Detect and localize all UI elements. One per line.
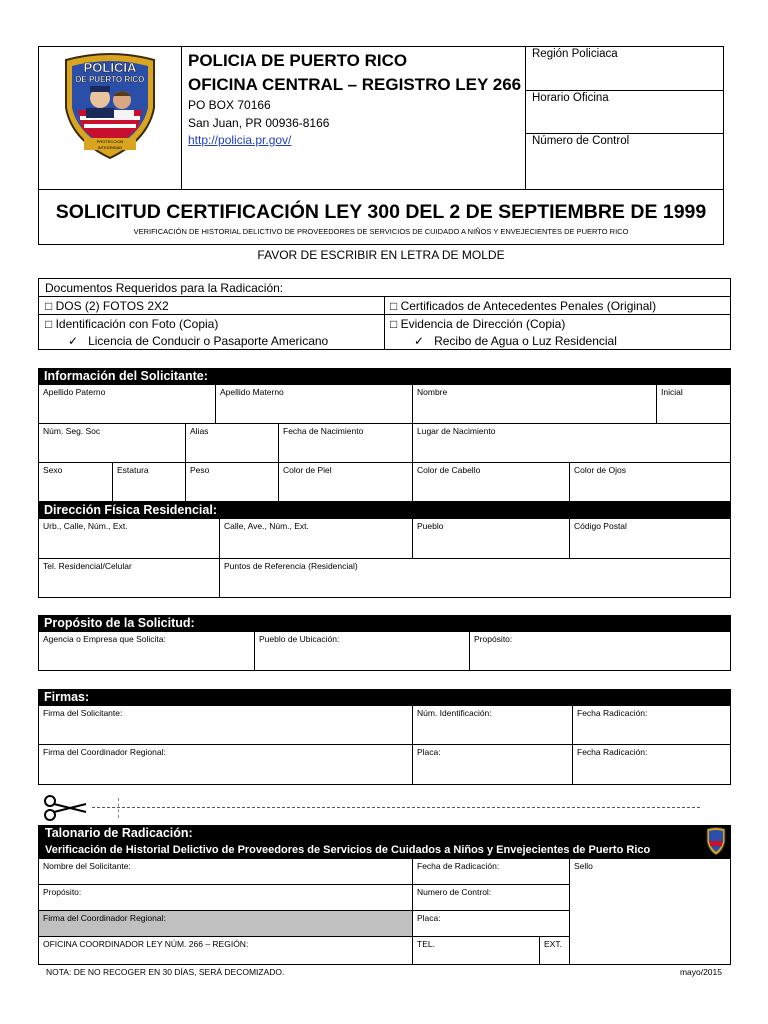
field-label: Alias	[190, 426, 209, 436]
field-region[interactable]: Región Policiaca	[532, 48, 618, 60]
field-label: Fecha Radicación:	[577, 747, 648, 757]
field-lugar-nacimiento[interactable]	[412, 423, 731, 463]
doc-item-label: Certificados de Antecedentes Penales (Original)	[400, 299, 657, 313]
field-label: OFICINA COORDINADOR LEY NÚM. 266 – REGIÓN:	[43, 939, 249, 949]
field-label: Placa:	[417, 913, 441, 923]
section-purpose-title: Propósito de la Solicitud:	[38, 615, 731, 632]
field-label: TEL.	[417, 939, 435, 949]
field-label: Fecha de Nacimiento	[283, 426, 364, 436]
footer-note: NOTA: DE NO RECOGER EN 30 DÍAS, SERÁ DECOMIZADO.	[46, 967, 285, 977]
field-peso[interactable]	[185, 462, 279, 502]
field-firma-coordinador[interactable]	[38, 744, 413, 785]
field-num-identificacion[interactable]	[412, 705, 573, 745]
badge-mid-text: DE PUERTO RICO	[75, 75, 145, 84]
header-divider-right	[525, 46, 526, 190]
field-label: Peso	[190, 465, 210, 475]
field-label: Placa:	[417, 747, 441, 757]
field-proposito[interactable]	[469, 631, 731, 671]
field-label: Puntos de Referencia (Residencial)	[224, 561, 358, 571]
field-label: EXT.	[544, 939, 562, 949]
badge-bottom-text-2: INTEGRIDAD	[97, 145, 123, 150]
stub-field-proposito[interactable]	[38, 884, 413, 911]
badge-top-text: POLICIA	[83, 60, 137, 75]
docs-vline	[384, 296, 385, 350]
field-fecha-nacimiento[interactable]	[278, 423, 413, 463]
field-placa[interactable]	[412, 744, 573, 785]
field-label: Propósito:	[474, 634, 513, 644]
field-label: Agencia o Empresa que Solicita:	[43, 634, 166, 644]
scissors-icon	[42, 795, 90, 821]
field-fecha-radicacion-1[interactable]	[572, 705, 731, 745]
stub-field-placa[interactable]	[412, 910, 570, 937]
badge-bottom-text-1: PROTECCION	[96, 139, 124, 144]
field-telefono[interactable]	[38, 558, 220, 598]
field-pueblo-ubicacion[interactable]	[254, 631, 470, 671]
doc-item-label: Evidencia de Dirección (Copia)	[400, 317, 566, 331]
field-label: Sello	[574, 861, 593, 871]
field-label: Fecha de Radicación:	[417, 861, 500, 871]
footer-date: mayo/2015	[679, 967, 722, 977]
field-estatura[interactable]	[112, 462, 186, 502]
section-address-title: Dirección Física Residencial:	[38, 502, 731, 519]
doc-subitem-recibo	[414, 333, 617, 349]
doc-item-identificacion[interactable]	[45, 316, 218, 332]
field-agencia[interactable]	[38, 631, 255, 671]
stub-field-firma-coordinador[interactable]	[38, 910, 413, 937]
stub-field-tel[interactable]	[412, 936, 540, 965]
doc-subitem-licencia	[68, 333, 328, 349]
field-urb-calle[interactable]	[38, 518, 220, 559]
field-puntos-referencia[interactable]	[219, 558, 731, 598]
field-label: Pueblo	[417, 521, 444, 531]
checkbox-icon[interactable]: □	[390, 317, 398, 331]
stub-field-sello[interactable]	[569, 858, 731, 965]
field-color-piel[interactable]	[278, 462, 413, 502]
field-color-ojos[interactable]	[569, 462, 731, 502]
checkmark-icon: ✓	[68, 334, 79, 348]
field-sexo[interactable]	[38, 462, 113, 502]
stub-field-fecha[interactable]	[412, 858, 570, 885]
stub-field-ext[interactable]	[539, 936, 570, 965]
field-label: Calle, Ave., Núm., Ext.	[224, 521, 309, 531]
field-label: Apellido Paterno	[43, 387, 106, 397]
stub-title: Talonario de Radicación:	[45, 826, 193, 840]
field-label: Nombre del Solicitante:	[43, 861, 131, 871]
field-label: Núm. Seg. Soc	[43, 426, 101, 436]
header-divider-left	[181, 46, 182, 190]
field-label: Estatura	[117, 465, 149, 475]
header-hline-2	[525, 133, 724, 134]
field-label: Tel. Residencial/Celular	[43, 561, 132, 571]
header-city: San Juan, PR 00936-8166	[188, 116, 330, 130]
field-label: Urb., Calle, Núm., Ext.	[43, 521, 128, 531]
field-label: Color de Ojos	[574, 465, 626, 475]
field-label: Numero de Control:	[417, 887, 492, 897]
header-url-link[interactable]: http://policia.pr.gov/	[188, 133, 292, 147]
form-subtitle: VERIFICACIÓN DE HISTORIAL DELICTIVO DE PROVEEDORES DE SERVICIOS DE CUIDADO A NIÑOS Y ENVEJECIENTES DE PUERTO RICO	[133, 227, 629, 236]
field-label: Color de Cabello	[417, 465, 481, 475]
field-label: Sexo	[43, 465, 63, 475]
section-signatures-title: Firmas:	[38, 689, 731, 706]
field-nombre[interactable]	[412, 384, 657, 424]
field-label: Firma del Coordinador Regional:	[43, 913, 166, 923]
doc-subitem-label: Recibo de Agua o Luz Residencial	[434, 334, 617, 348]
field-label: Pueblo de Ubicación:	[259, 634, 340, 644]
doc-subitem-label: Licencia de Conducir o Pasaporte Americano	[88, 334, 329, 348]
field-label: Código Postal	[574, 521, 627, 531]
form-title: SOLICITUD CERTIFICACIÓN LEY 300 DEL 2 DE SEPTIEMBRE DE 1999	[55, 201, 707, 223]
field-color-cabello[interactable]	[412, 462, 570, 502]
field-numero-control[interactable]: Número de Control	[532, 135, 630, 147]
field-seguro-social[interactable]	[38, 423, 186, 463]
section-applicant-title: Información del Solicitante:	[38, 368, 731, 385]
checkbox-icon[interactable]: □	[390, 299, 398, 313]
stub-subtitle: Verificación de Historial Delictivo de Proveedores de Servicios de Cuidados a Niños y Envejecientes de Puerto Rico	[45, 844, 651, 856]
doc-item-direccion[interactable]	[390, 316, 565, 332]
header-office: OFICINA CENTRAL – REGISTRO LEY 266	[188, 75, 522, 94]
field-label: Apellido Materno	[220, 387, 284, 397]
field-horario[interactable]: Horario Oficina	[532, 92, 609, 104]
field-label: Inicial	[661, 387, 683, 397]
doc-item-fotos[interactable]	[45, 298, 169, 314]
header-pobox: PO BOX 70166	[188, 98, 271, 112]
stub-field-oficina[interactable]	[38, 936, 413, 965]
cut-line	[92, 807, 700, 808]
doc-item-label: Identificación con Foto (Copia)	[55, 317, 219, 331]
docs-header: Documentos Requeridos para la Radicación:	[45, 281, 284, 295]
small-badge-icon	[705, 826, 727, 856]
checkbox-icon[interactable]: □	[45, 317, 53, 331]
doc-item-label: DOS (2) FOTOS 2X2	[55, 299, 169, 313]
field-apellido-materno[interactable]	[215, 384, 413, 424]
field-alias[interactable]	[185, 423, 279, 463]
checkmark-icon: ✓	[414, 334, 425, 348]
field-label: Firma del Coordinador Regional:	[43, 747, 166, 757]
field-label: Fecha Radicación:	[577, 708, 648, 718]
checkbox-icon[interactable]: □	[45, 299, 53, 313]
police-badge-logo	[58, 50, 162, 160]
field-codigo-postal[interactable]	[569, 518, 731, 559]
field-firma-solicitante[interactable]	[38, 705, 413, 745]
stub-field-numero-control[interactable]	[412, 884, 570, 911]
field-calle-ave[interactable]	[219, 518, 413, 559]
stub-field-nombre[interactable]	[38, 858, 413, 885]
field-label: Firma del Solicitante:	[43, 708, 123, 718]
header-org: POLICIA DE PUERTO RICO	[188, 51, 408, 70]
field-label: Nombre	[417, 387, 448, 397]
field-label: Propósito:	[43, 887, 82, 897]
field-fecha-radicacion-2[interactable]	[572, 744, 731, 785]
field-label: Lugar de Nacimiento	[417, 426, 496, 436]
field-label: Núm. Identificación:	[417, 708, 492, 718]
field-pueblo[interactable]	[412, 518, 570, 559]
field-label: Color de Piel	[283, 465, 332, 475]
field-apellido-paterno[interactable]	[38, 384, 216, 424]
doc-item-antecedentes[interactable]	[390, 298, 656, 314]
cut-line-tick	[118, 798, 119, 818]
field-inicial[interactable]	[656, 384, 731, 424]
header-hline-1	[525, 90, 724, 91]
instruction-text: FAVOR DE ESCRIBIR EN LETRA DE MOLDE	[257, 248, 505, 262]
